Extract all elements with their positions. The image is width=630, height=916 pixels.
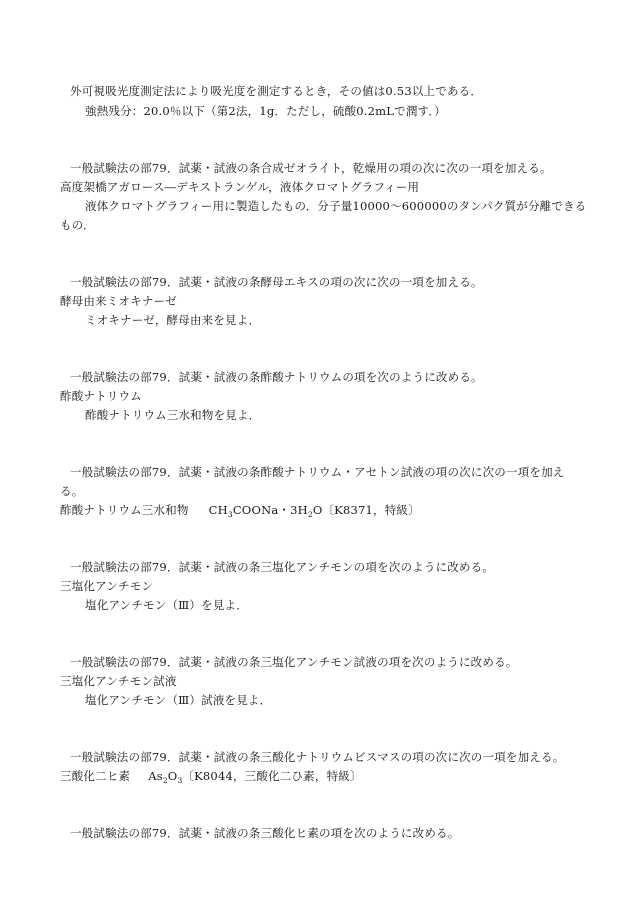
entry-description-antimony-chloride-ts: 塩化アンチモン（Ⅲ）試液を見よ． xyxy=(85,693,272,707)
entry-title-antimony-trichloride: 三塩化アンチモン xyxy=(60,579,154,593)
entry-description-myokinase: ミオキナーゼ，酵母由来を見よ． xyxy=(85,313,261,327)
entry-title-yeast-myokinase: 酵母由来ミオキナーゼ xyxy=(60,294,177,308)
instruction-antimony-trichloride-ts: 一般試験法の部79．試薬・試液の条三塩化アンチモン試液の項を次のように改める。 xyxy=(70,655,518,669)
instruction-antimony-trichloride: 一般試験法の部79．試薬・試液の条三塩化アンチモンの項を次のように改める。 xyxy=(70,560,495,574)
entry-description-antimony-chloride: 塩化アンチモン（Ⅲ）を見よ． xyxy=(85,598,248,612)
chemical-formula: $CH_3COONa$・$3H_2O$ xyxy=(208,503,323,519)
spec-reference: 〔K8044，三酸化二ひ素，特級〕 xyxy=(182,769,362,783)
entry-name: 酢酸ナトリウム三水和物 xyxy=(60,503,189,517)
entry-title-agarose-dextran-gel: 高度架橋アガロース―デキストランゲル，液体クロマトグラフィー用 xyxy=(60,180,420,194)
entry-sodium-acetate-trihydrate xyxy=(60,503,420,519)
continuation-line-1: 外可視吸光度測定法により吸光度を測定するとき，その値は0.53以上である． xyxy=(70,84,483,98)
entry-description-line-2: もの． xyxy=(60,218,95,232)
entry-name: 三酸化二ヒ素 xyxy=(60,769,131,783)
ignition-residue-line: 強熱残分：20.0％以下（第2法，1g．ただし，硫酸0.2mLで潤す．） xyxy=(85,104,446,118)
entry-arsenic-trioxide xyxy=(60,769,362,785)
entry-description-sodium-acetate: 酢酸ナトリウム三水和物を見よ． xyxy=(85,408,261,422)
instruction-arsenic-trioxide: 一般試験法の部79．試薬・試液の条三酸化ヒ素の項を次のように改める。 xyxy=(70,826,460,840)
entry-title-sodium-acetate: 酢酸ナトリウム xyxy=(60,389,142,403)
instruction-sodium-acetate-acetone-line-1: 一般試験法の部79．試薬・試液の条酢酸ナトリウム・アセトン試液の項の次に次の一項を加え xyxy=(70,465,565,479)
spec-reference: 〔K8371，特級〕 xyxy=(322,503,420,517)
chemical-formula: $As_2O_3$ xyxy=(148,769,183,785)
instruction-yeast-extract: 一般試験法の部79．試薬・試液の条酵母エキスの項の次に次の一項を加える。 xyxy=(70,275,483,289)
instruction-sodium-acetate-acetone-line-2: る。 xyxy=(60,484,84,498)
instruction-synthetic-zeolite: 一般試験法の部79．試薬・試液の条合成ゼオライト，乾燥用の項の次に次の一項を加える。 xyxy=(70,161,552,175)
entry-description-line-1: 液体クロマトグラフィー用に製造したもの．分子量10000～600000のタンパク質が分離できる xyxy=(85,199,587,213)
entry-title-antimony-trichloride-ts: 三塩化アンチモン試液 xyxy=(60,674,177,688)
instruction-sodium-bismuthate: 一般試験法の部79．試薬・試液の条三酸化ナトリウムビスマスの項の次に次の一項を加える。 xyxy=(70,750,565,764)
instruction-sodium-acetate: 一般試験法の部79．試薬・試液の条酢酸ナトリウムの項を次のように改める。 xyxy=(70,370,483,384)
